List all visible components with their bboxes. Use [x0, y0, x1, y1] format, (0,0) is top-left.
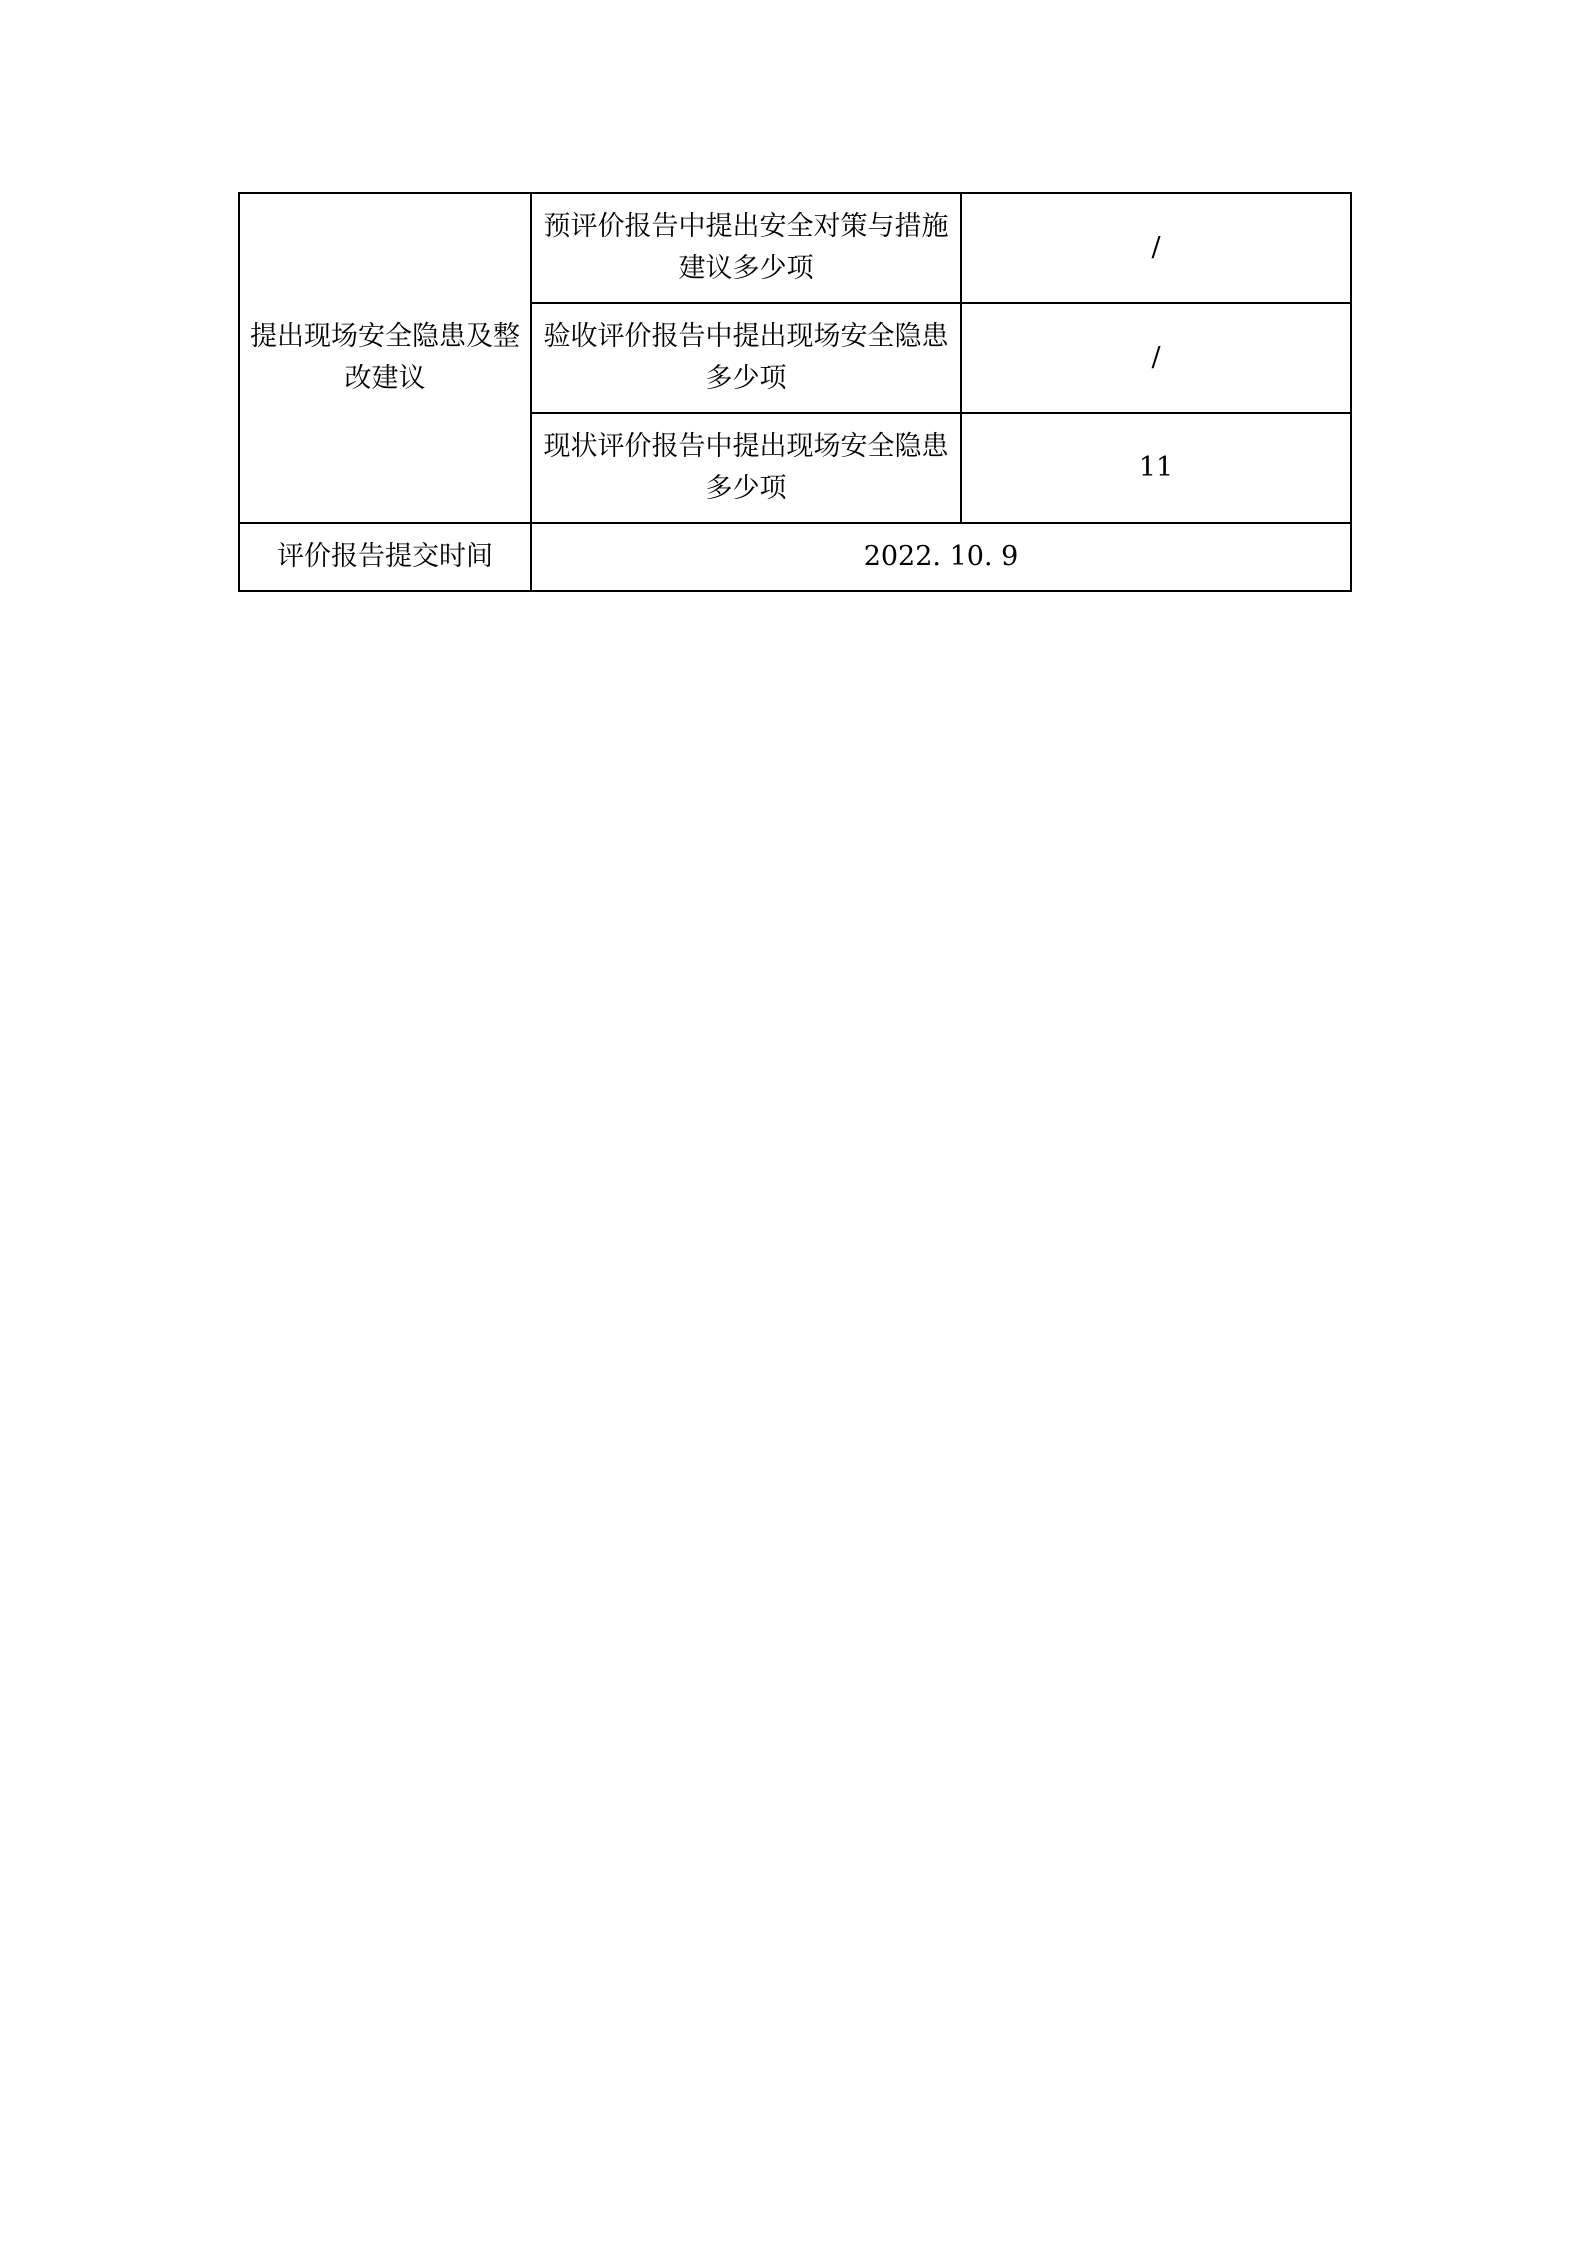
status-evaluation-question: 现状评价报告中提出现场安全隐患多少项: [531, 413, 961, 523]
hazard-suggestions-label: 提出现场安全隐患及整改建议: [239, 193, 531, 523]
table-row: [239, 523, 1351, 591]
submit-time-value: 2022. 10. 9: [531, 523, 1351, 591]
table-row: [239, 193, 1351, 303]
pre-evaluation-answer: /: [961, 193, 1351, 303]
acceptance-evaluation-answer: /: [961, 303, 1351, 413]
safety-report-table: [238, 192, 1352, 592]
submit-time-label: 评价报告提交时间: [239, 523, 531, 591]
acceptance-evaluation-question: 验收评价报告中提出现场安全隐患多少项: [531, 303, 961, 413]
pre-evaluation-question: 预评价报告中提出安全对策与措施建议多少项: [531, 193, 961, 303]
status-evaluation-answer: 11: [961, 413, 1351, 523]
